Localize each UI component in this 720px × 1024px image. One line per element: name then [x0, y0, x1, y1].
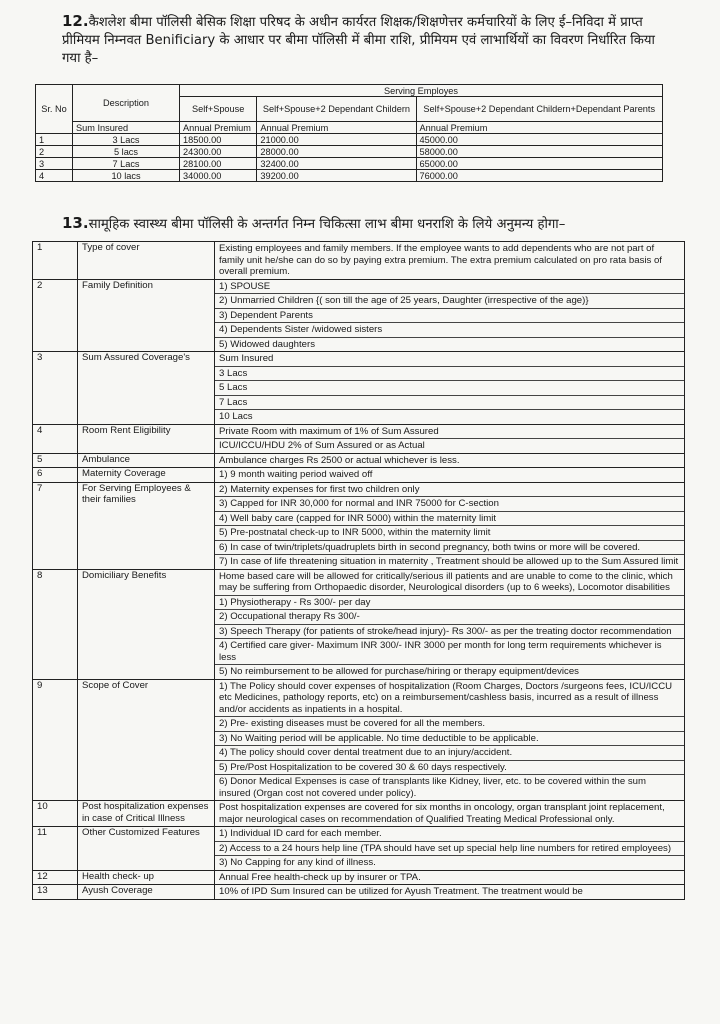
premium-row — [36, 146, 663, 158]
benefit-title: Ambulance — [78, 453, 215, 468]
benefit-detail-line: 10 Lacs — [219, 411, 253, 422]
row-premium-self-spouse: 24300.00 — [180, 146, 257, 158]
premium-row — [36, 170, 663, 182]
premium-row — [36, 158, 663, 170]
benefit-detail-line: 2) Pre- existing diseases must be covered for all the members. — [215, 717, 684, 732]
benefit-row — [33, 801, 685, 827]
benefit-detail-line: Ambulance charges Rs 2500 or actual whichever is less. — [219, 454, 460, 466]
benefit-number: 3 — [33, 352, 78, 425]
benefit-row — [33, 352, 685, 425]
row-premium-2-children: 32400.00 — [257, 158, 416, 170]
benefit-number: 9 — [33, 679, 78, 801]
benefit-number: 1 — [33, 242, 78, 280]
benefit-detail-line: 3 Lacs — [215, 367, 684, 382]
subheader-premium: Annual Premium — [416, 122, 663, 134]
row-sum-insured: 10 lacs — [73, 170, 180, 182]
benefit-row — [33, 468, 685, 483]
benefit-detail-line: 10% of IPD Sum Insured can be utilized for Ayush Treatment. The treatment would be — [219, 886, 583, 897]
benefit-detail-line: Sum Insured — [215, 352, 684, 367]
header-self-spouse: Self+Spouse — [180, 97, 257, 122]
benefit-detail-line: 2) Access to a 24 hours help line (TPA should have set up special help line numbers for retired employees) — [215, 842, 684, 857]
benefit-detail-line: 1) Individual ID card for each member. — [215, 827, 684, 842]
benefit-title: Sum Assured Coverage's — [78, 352, 215, 425]
benefit-details — [215, 468, 685, 483]
benefit-detail-line: 4) Well baby care (capped for INR 5000) within the maternity limit — [215, 512, 684, 527]
section-12-paragraph — [62, 12, 662, 68]
header-2-children-parents: Self+Spouse+2 Dependant Childern+Dependant Parents — [416, 97, 663, 122]
benefit-detail-line: 1) 9 month waiting period waived off — [219, 469, 373, 480]
row-premium-parents: 76000.00 — [416, 170, 663, 182]
benefits-table — [32, 241, 685, 900]
subheader-sum-insured: Sum Insured — [73, 122, 180, 134]
benefit-detail-line: 3) Capped for INR 30,000 for normal and INR 75000 for C-section — [215, 497, 684, 512]
benefit-number: 10 — [33, 801, 78, 827]
benefit-detail-line: 1) SPOUSE — [215, 280, 684, 295]
benefit-detail-line: 3) Dependent Parents — [215, 309, 684, 324]
row-premium-self-spouse: 34000.00 — [180, 170, 257, 182]
benefit-title: Health check- up — [78, 870, 215, 885]
benefit-details — [215, 827, 685, 871]
benefit-row — [33, 453, 685, 468]
benefit-row — [33, 279, 685, 352]
benefit-detail-line: 4) Certified care giver- Maximum INR 300/- INR 3000 per month for long term requirements whichever is less — [215, 639, 684, 665]
benefit-detail-line: Home based care will be allowed for critically/serious ill patients and are unable to come to the clinic, which may be suffering from Orthopaedic disorder, Neurological disorders (up to 6 weeks), Locomotor disabilities — [215, 570, 684, 596]
benefit-detail-line: 7) In case of life threatening situation in maternity , Treatment should be allowed up to the Sum Assured limit — [219, 556, 679, 567]
benefit-title: For Serving Employees & their families — [78, 482, 215, 569]
premium-row — [36, 134, 663, 146]
row-premium-self-spouse: 18500.00 — [180, 134, 257, 146]
benefit-details — [215, 569, 685, 679]
benefit-detail-line: 4) The policy should cover dental treatment due to an injury/accident. — [215, 746, 684, 761]
benefit-number: 11 — [33, 827, 78, 871]
benefit-detail-line: 4) Dependents Sister /widowed sisters — [215, 323, 684, 338]
benefit-number: 13 — [33, 885, 78, 900]
benefit-row — [33, 679, 685, 801]
benefit-detail-line: 3) Speech Therapy (for patients of stroke/head injury)- Rs 300/- as per the treating doctor recommendation — [215, 625, 684, 640]
benefit-title: Family Definition — [78, 279, 215, 352]
benefit-detail-line: Private Room with maximum of 1% of Sum Assured — [215, 425, 684, 440]
benefit-title: Room Rent Eligibility — [78, 424, 215, 453]
benefit-detail-line: Existing employees and family members. If the employee wants to add dependents who are not part of family unit he/she can do so by paying extra premium. The extra premium calculated on pro rata basis of overall premium. — [219, 243, 662, 277]
benefit-row — [33, 827, 685, 871]
row-number: 1 — [36, 134, 73, 146]
row-premium-parents: 65000.00 — [416, 158, 663, 170]
benefit-detail-line: 7 Lacs — [215, 396, 684, 411]
benefit-detail-line: 3) No Waiting period will be applicable. No time deductible to be applicable. — [215, 732, 684, 747]
row-premium-self-spouse: 28100.00 — [180, 158, 257, 170]
section-13-number: 13. — [62, 214, 89, 232]
benefit-details — [215, 885, 685, 900]
benefit-detail-line: Annual Free health-check up by insurer or TPA. — [219, 871, 421, 883]
benefit-details — [215, 242, 685, 280]
row-premium-2-children: 28000.00 — [257, 146, 416, 158]
benefit-details — [215, 870, 685, 885]
benefit-detail-line: 2) Unmarried Children {( son till the age of 25 years, Daughter (irrespective of the age)} — [215, 294, 684, 309]
premium-table — [35, 84, 663, 182]
benefit-details — [215, 453, 685, 468]
benefit-title: Type of cover — [78, 242, 215, 280]
benefit-detail-line: 5) Pre-postnatal check-up to INR 5000, within the maternity limit — [215, 526, 684, 541]
benefit-title: Post hospitalization expenses in case of Critical Illness — [78, 801, 215, 827]
header-srno: Sr. No — [36, 85, 73, 134]
benefit-row — [33, 242, 685, 280]
benefit-row — [33, 885, 685, 900]
benefit-detail-line: ICU/ICCU/HDU 2% of Sum Assured or as Actual — [219, 440, 425, 451]
benefit-detail-line: 1) The Policy should cover expenses of hospitalization (Room Charges, Doctors /surgeons fees, ICU/ICCU etc Medicines, pathology reports, etc) on a reimbursement/cashless basis, incurred as a result of illness and/or accidents as inpatients in a hospital. — [215, 680, 684, 718]
row-sum-insured: 7 Lacs — [73, 158, 180, 170]
benefit-row — [33, 870, 685, 885]
row-premium-2-children: 21000.00 — [257, 134, 416, 146]
benefit-details — [215, 679, 685, 801]
benefit-details — [215, 352, 685, 425]
section-13-paragraph — [62, 214, 674, 234]
benefit-title: Other Customized Features — [78, 827, 215, 871]
section-13-text: सामूहिक स्वास्थ्य बीमा पॉलिसी के अन्तर्गत निम्न चिकित्सा लाभ बीमा धनराशि के लिये अनुमन्य होगा– — [88, 217, 566, 232]
benefit-number: 5 — [33, 453, 78, 468]
benefit-row — [33, 482, 685, 569]
benefit-row — [33, 569, 685, 679]
row-premium-parents: 45000.00 — [416, 134, 663, 146]
benefit-detail-line: 3) No Capping for any kind of illness. — [219, 857, 376, 868]
benefit-details — [215, 279, 685, 352]
row-sum-insured: 5 lacs — [73, 146, 180, 158]
benefit-number: 12 — [33, 870, 78, 885]
benefit-number: 6 — [33, 468, 78, 483]
row-sum-insured: 3 Lacs — [73, 134, 180, 146]
benefit-number: 4 — [33, 424, 78, 453]
benefit-detail-line: 5 Lacs — [215, 381, 684, 396]
row-premium-2-children: 39200.00 — [257, 170, 416, 182]
header-description: Description — [73, 85, 180, 122]
header-2-children: Self+Spouse+2 Dependant Childern — [257, 97, 416, 122]
benefit-details — [215, 424, 685, 453]
benefit-number: 8 — [33, 569, 78, 679]
benefit-detail-line: 5) Pre/Post Hospitalization to be covered 30 & 60 days respectively. — [215, 761, 684, 776]
subheader-premium: Annual Premium — [180, 122, 257, 134]
benefit-detail-line: 6) Donor Medical Expenses is case of transplants like Kidney, liver, etc. to be covered within the sum insured (Organ cost not covered under policy). — [219, 776, 646, 799]
benefit-detail-line: 2) Maternity expenses for first two children only — [215, 483, 684, 498]
section-12-text: कैशलेश बीमा पॉलिसी बेसिक शिक्षा परिषद के अधीन कार्यरत शिक्षक/शिक्षणेत्तर कर्मचारियों के लिए ई–निविदा में प्राप्त प्रीमियम निम्नवत Benificiary के आधार पर बीमा पॉलिसी में बीमा राशि, प्रीमियम एवं लाभार्थियों का विवरण निर्धारित किया गया है– — [62, 15, 655, 66]
benefit-title: Scope of Cover — [78, 679, 215, 801]
row-number: 4 — [36, 170, 73, 182]
section-12-number: 12. — [62, 12, 89, 30]
benefit-detail-line: 5) Widowed daughters — [219, 338, 315, 350]
benefit-detail-line: 2) Occupational therapy Rs 300/- — [215, 610, 684, 625]
benefit-details — [215, 482, 685, 569]
benefit-number: 2 — [33, 279, 78, 352]
benefit-detail-line: 5) No reimbursement to be allowed for purchase/hiring or therapy equipment/devices — [219, 666, 579, 677]
row-number: 2 — [36, 146, 73, 158]
benefit-number: 7 — [33, 482, 78, 569]
benefit-row — [33, 424, 685, 453]
row-premium-parents: 58000.00 — [416, 146, 663, 158]
header-serving-employes: Serving Employes — [180, 85, 663, 97]
benefit-details — [215, 801, 685, 827]
subheader-premium: Annual Premium — [257, 122, 416, 134]
benefit-title: Maternity Coverage — [78, 468, 215, 483]
row-number: 3 — [36, 158, 73, 170]
benefit-detail-line: 1) Physiotherapy - Rs 300/- per day — [215, 596, 684, 611]
benefit-detail-line: Post hospitalization expenses are covered for six months in oncology, organ transplant joint replacement, major neurological cases on recommendation of Qualified Treating Medical Professional only. — [219, 802, 665, 825]
benefit-title: Ayush Coverage — [78, 885, 215, 900]
benefit-title: Domiciliary Benefits — [78, 569, 215, 679]
benefit-detail-line: 6) In case of twin/triplets/quadruplets birth in second pregnancy, both twins or more will be covered. — [215, 541, 684, 556]
